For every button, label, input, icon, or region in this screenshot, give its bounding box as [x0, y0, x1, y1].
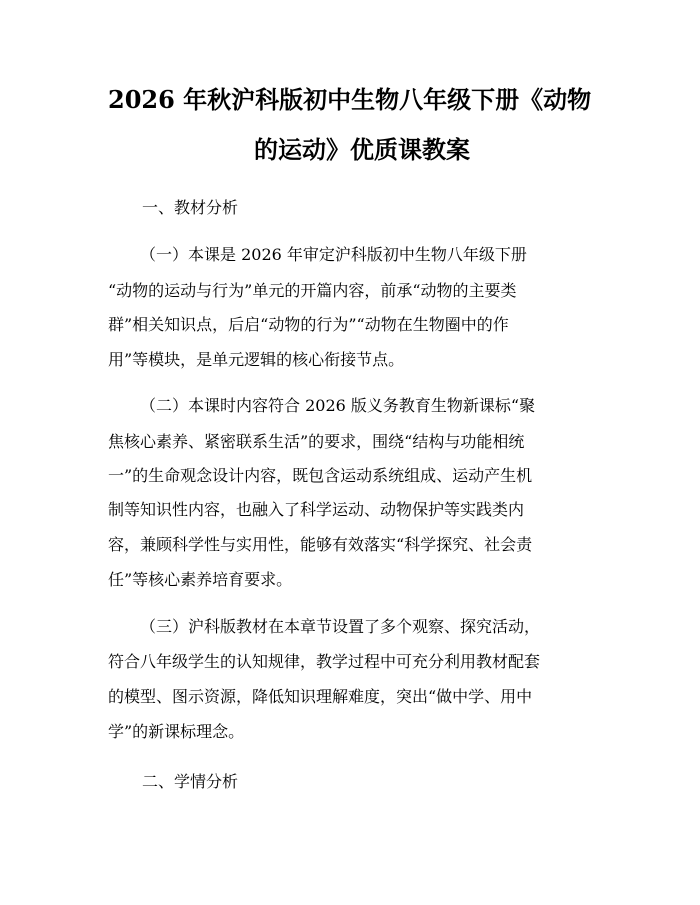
paragraph-1-line-4: 用”等模块，是单元逻辑的核心衔接节点。	[108, 350, 405, 369]
paragraph-2-line-5: 容，兼顾科学性与实用性，能够有效落实“科学探究、社会责	[108, 535, 533, 554]
paragraph-1-line-3: 群”相关知识点，后启“动物的行为”“动物在生物圈中的作	[108, 315, 509, 334]
paragraph-2-line-4: 制等知识性内容，也融入了科学运动、动物保护等实践类内	[108, 500, 525, 519]
document-title-line-1: 2026 年秋沪科版初中生物八年级下册《动物	[108, 85, 592, 114]
document-title-line-2: 的运动》优质课教案	[254, 135, 470, 164]
paragraph-3-line-2: 符合八年级学生的认知规律，教学过程中可充分利用教材配套	[108, 652, 541, 671]
paragraph-2-line-2: 焦核心素养、紧密联系生活”的要求，围绕“结构与功能相统	[108, 432, 525, 451]
paragraph-3-line-4: 学”的新课标理念。	[108, 722, 245, 741]
paragraph-2-line-3: 一”的生命观念设计内容，既包含运动系统组成、运动产生机	[108, 466, 533, 485]
paragraph-3-line-1: （三）沪科版教材在本章节设置了多个观察、探究活动，	[140, 617, 541, 636]
paragraph-3-line-3: 的模型、图示资源，降低知识理解难度，突出“做中学、用中	[108, 687, 533, 706]
paragraph-1-line-2: “动物的运动与行为”单元的开篇内容，前承“动物的主要类	[108, 281, 517, 300]
section-heading-textbook-analysis: 一、教材分析	[142, 198, 239, 217]
paragraph-1-line-1: （一）本课是 2026 年审定沪科版初中生物八年级下册	[140, 245, 527, 264]
paragraph-2-line-1: （二）本课时内容符合 2026 版义务教育生物新课标“聚	[140, 396, 536, 415]
paragraph-2-line-6: 任”等核心素养培育要求。	[108, 570, 293, 589]
section-heading-learner-analysis: 二、学情分析	[142, 772, 239, 791]
